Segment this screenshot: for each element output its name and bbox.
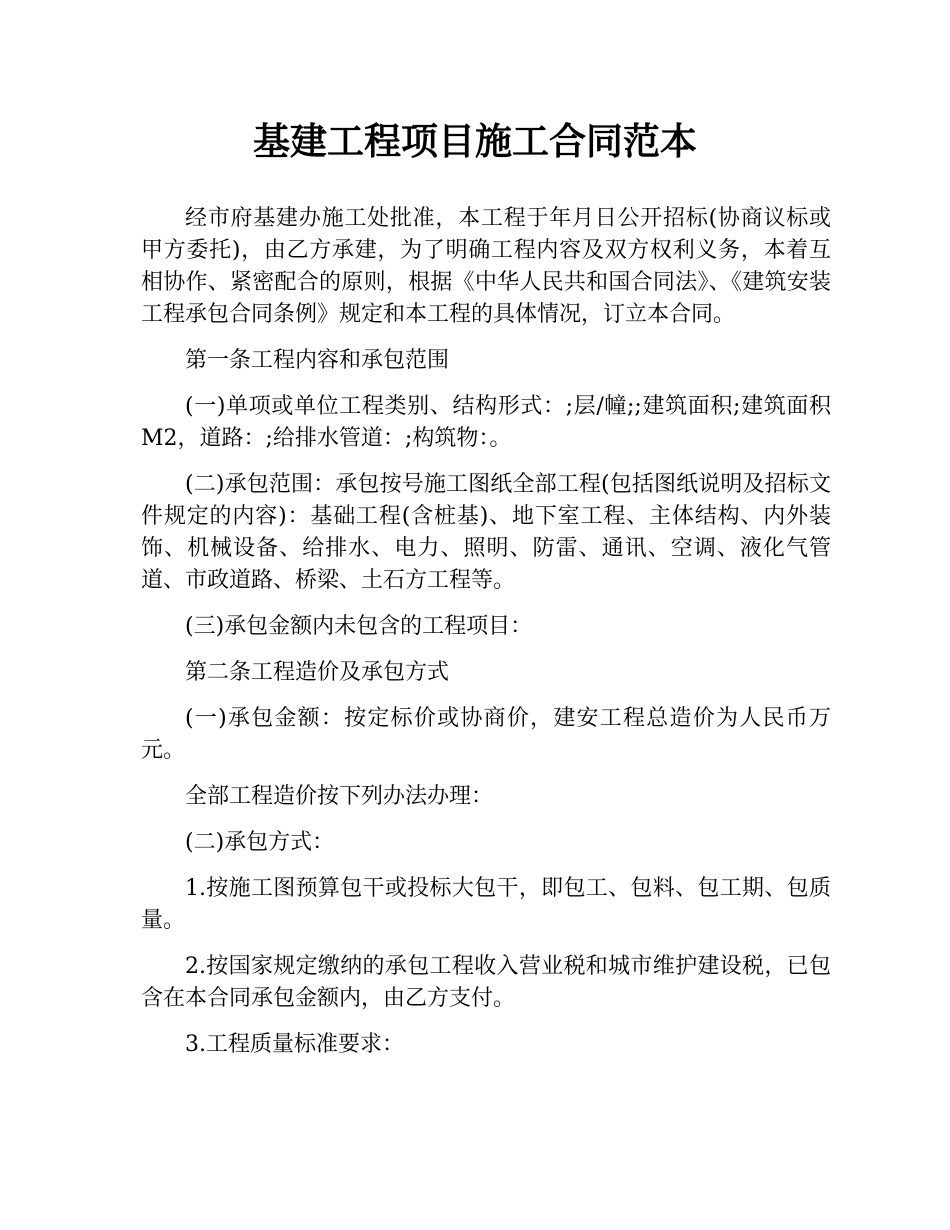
document-body <box>141 203 831 1075</box>
paragraph-clause-1: 1.按施工图预算包干或投标大包干，即包工、包料、包工期、包质量。 <box>141 876 831 933</box>
paragraph-preamble: 经市府基建办施工处批准，本工程于年月日公开招标(协商议标或甲方委托)，由乙方承建，为了明确工程内容及双方权利义务，本着互相协作、紧密配合的原则，根据《中华人民共和国合同法》、《建筑安装工程承包合同条例》规定和本工程的具体情况，订立本合同。 <box>141 206 831 327</box>
paragraph-article-1-item-2: (二)承包范围：承包按号施工图纸全部工程(包括图纸说明及招标文件规定的内容)：基础工程(含桩基)、地下室工程、主体结构、内外装饰、机械设备、给排水、电力、照明、防雷、通讯、空调、液化气管道、市政道路、桥梁、土石方工程等。 <box>141 472 831 593</box>
paragraph-article-1-item-3: (三)承包金额内未包含的工程项目： <box>185 614 533 639</box>
paragraph-clause-3: 3.工程质量标准要求： <box>185 1032 404 1057</box>
paragraph-article-1-item-1: (一)单项或单位工程类别、结构形式：;层/幢;;建筑面积;建筑面积M2，道路：;给排水管道：;构筑物：。 <box>141 394 831 451</box>
paragraph-clause-2: 2.按国家规定缴纳的承包工程收入营业税和城市维护建设税，已包含在本合同承包金额内，由乙方支付。 <box>141 954 831 1011</box>
paragraph-article-1-heading: 第一条工程内容和承包范围 <box>185 348 450 373</box>
paragraph-article-2-item-2: (二)承包方式： <box>185 830 335 855</box>
paragraph-pricing-method: 全部工程造价按下列办法办理： <box>185 784 494 809</box>
paragraph-article-2-item-1: (一)承包金额：按定标价或协商价，建安工程总造价为人民币万元。 <box>141 706 831 763</box>
document-title: 基建工程项目施工合同范本 <box>253 120 697 163</box>
paragraph-article-2-heading: 第二条工程造价及承包方式 <box>185 660 450 685</box>
